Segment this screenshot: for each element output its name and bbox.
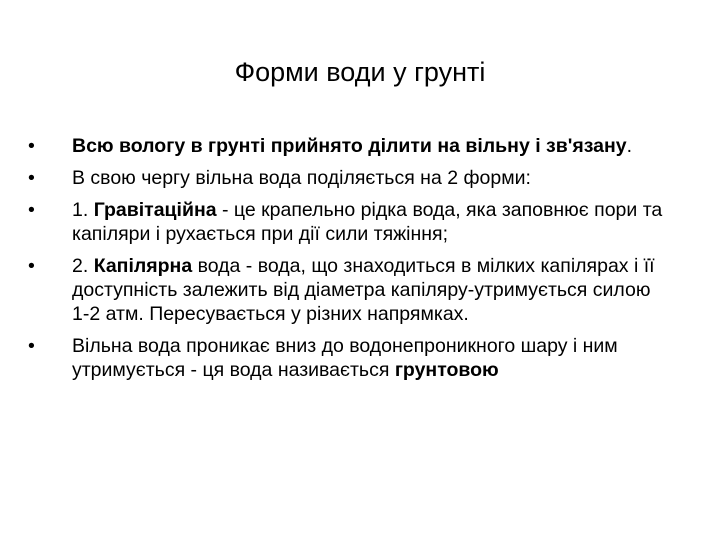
bullet-icon: • bbox=[28, 255, 35, 277]
bullet-text-bold: грунтовою bbox=[394, 359, 499, 381]
bullet-text: 1. bbox=[72, 199, 94, 221]
bullet-text: - це крапельно рідка вода, яка заповнює пори та капіляри і рухається при дії сили тяжіння; bbox=[72, 199, 663, 245]
bullet-text: В свою чергу вільна вода поділяється на 2 форми: bbox=[72, 167, 531, 189]
bullet-text: вода - вода, що знаходиться в мілких капілярах і її доступність залежить від діаметра капіляру-утримується силою 1-2 атм. Пересувається у різних напрямках. bbox=[72, 255, 655, 325]
bullet-icon: • bbox=[28, 335, 35, 357]
bullet-text: 2. bbox=[72, 255, 94, 277]
bullet-text: . bbox=[626, 135, 633, 157]
slide-title: Форми води у грунті bbox=[234, 57, 486, 87]
bullet-icon: • bbox=[28, 199, 35, 221]
bullet-icon: • bbox=[28, 167, 35, 189]
bullet-text-bold: Гравітаційна bbox=[93, 199, 217, 221]
bullet-item-3 bbox=[28, 198, 668, 246]
bullet-text: Вільна вода проникає вниз до водонепроникного шару і ним утримується - ця вода називається bbox=[72, 335, 618, 381]
bullet-item-1 bbox=[28, 134, 668, 158]
bullet-text-bold: Всю вологу в грунті прийнято ділити на вільну і зв'язану bbox=[72, 135, 627, 157]
bullet-item-2 bbox=[28, 166, 668, 190]
bullet-item-5 bbox=[28, 334, 668, 382]
bullet-text-bold: Капілярна bbox=[93, 255, 193, 277]
bullet-item-4 bbox=[28, 254, 668, 326]
bullet-list bbox=[28, 134, 668, 390]
bullet-icon: • bbox=[28, 135, 35, 157]
